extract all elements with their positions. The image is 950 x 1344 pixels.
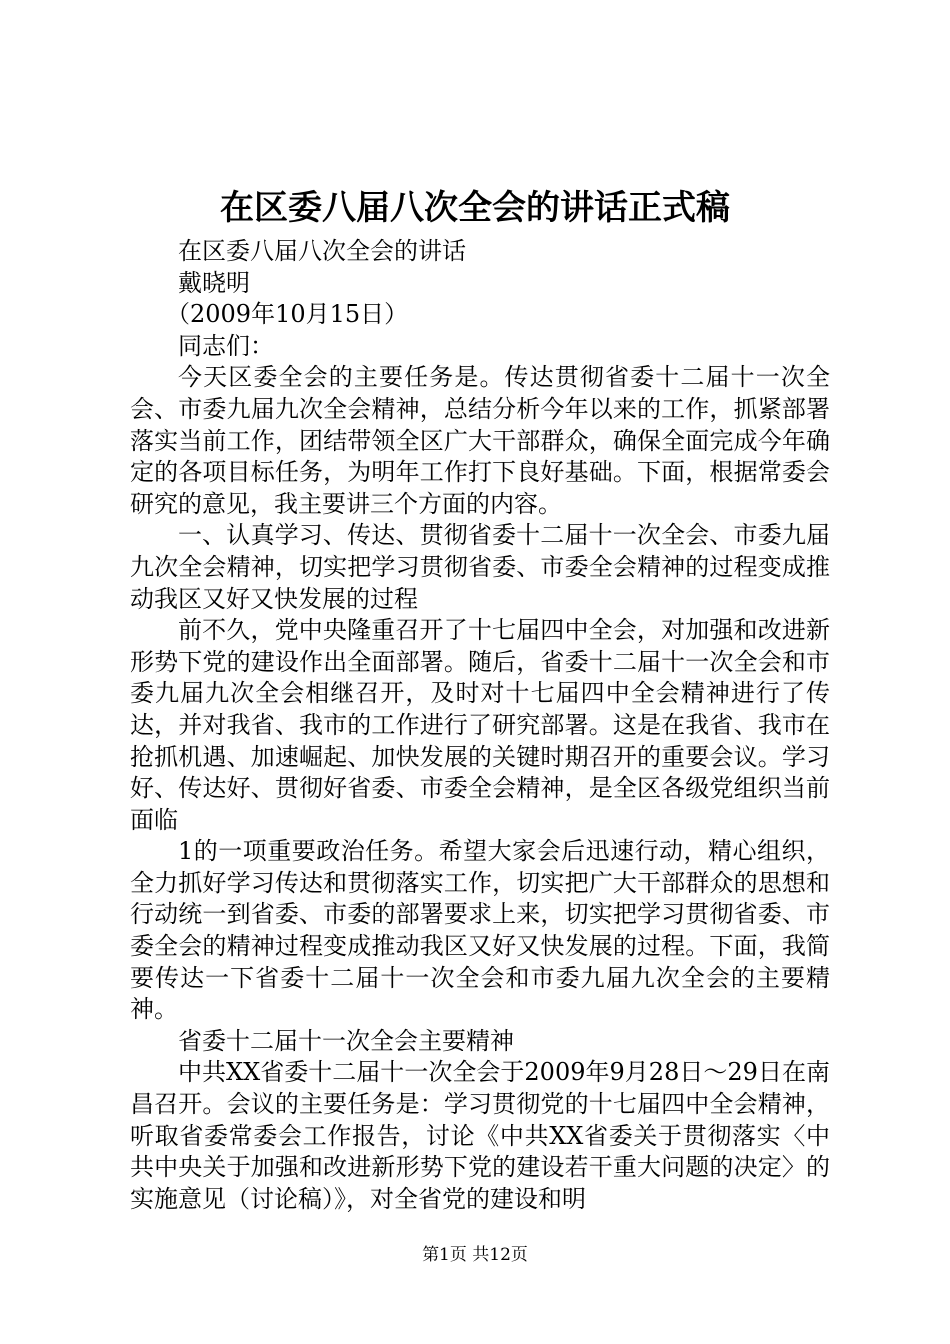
document-title: 在区委八届八次全会的讲话正式稿: [220, 188, 730, 228]
speaker-name: 戴晓明: [178, 268, 250, 297]
body-paragraph: 前不久，党中央隆重召开了十七届四中全会，对加强和改进新形势下党的建设作出全面部署。随后，省委十二届十一次全会和市委九届九次全会相继召开，及时对十七届四中全会精神进行了传达，并对我省、我市的工作进行了研究部署。这是在我省、我市在抢抓机遇、加速崛起、加快发展的关键时期召开的重要会议。学习好、传达好、贯彻好省委、市委全会精神，是全区各级党组织当前面临: [130, 616, 830, 834]
section-heading: 一、认真学习、传达、贯彻省委十二届十一次全会、市委九届九次全会精神，切实把学习贯彻省委、市委全会精神的过程变成推动我区又好又快发展的过程: [130, 521, 830, 613]
speech-date: （2009年10月15日）: [166, 300, 409, 329]
body-paragraph: 1的一项重要政治任务。希望大家会后迅速行动，精心组织，全力抓好学习传达和贯彻落实工作，切实把广大干部群众的思想和行动统一到省委、市委的部署要求上来，切实把学习贯彻省委、市委全会的精神过程变成推动我区又好又快发展的过程。下面，我简要传达一下省委十二届十一次全会和市委九届九次全会的主要精神。: [130, 837, 830, 1024]
body-paragraph: 中共XX省委十二届十一次全会于2009年9月28日～29日在南昌召开。会议的主要任务是：学习贯彻党的十七届四中全会精神，听取省委常委会工作报告，讨论《中共XX省委关于贯彻落实〈中共中央关于加强和改进新形势下党的建设若干重大问题的决定〉的实施意见（讨论稿）》，对全省党的建设和明: [130, 1058, 830, 1213]
document-body: [130, 236, 830, 1215]
speech-heading: 在区委八届八次全会的讲话: [178, 237, 466, 265]
body-paragraph: 今天区委全会的主要任务是。传达贯彻省委十二届十一次全会、市委九届九次全会精神，总结分析今年以来的工作，抓紧部署落实当前工作，团结带领全区广大干部群众，确保全面完成今年确定的各项目标任务，为明年工作打下良好基础。下面，根据常委会研究的意见，我主要讲三个方面的内容。: [130, 363, 830, 518]
subsection-heading: 省委十二届十一次全会主要精神: [178, 1026, 514, 1055]
page-footer: 第1页 共12页: [422, 1245, 528, 1265]
salutation: 同志们：: [178, 331, 274, 360]
